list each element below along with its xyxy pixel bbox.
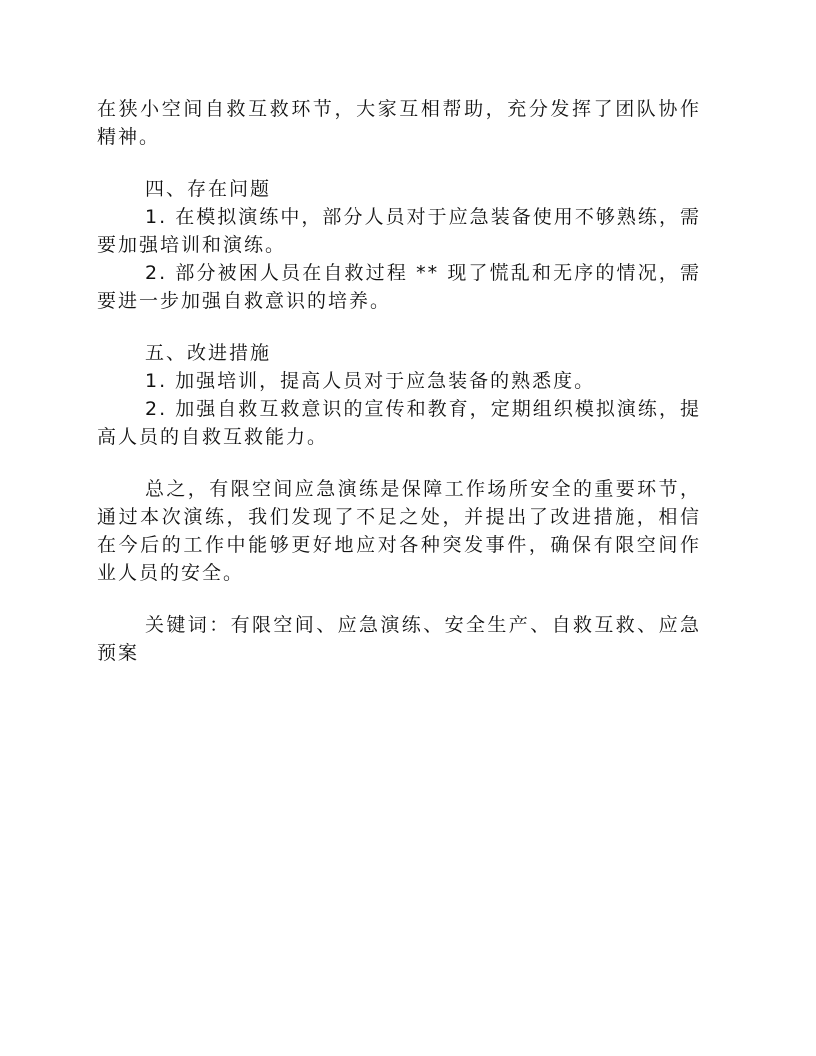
- continuation-paragraph: 在狭小空间自救互救环节，大家互相帮助，充分发挥了团队协作精神。: [97, 98, 701, 148]
- problem-item-1: 1. 在模拟演练中，部分人员对于应急装备使用不够熟练，需要加强培训和演练。: [97, 206, 701, 256]
- section-heading-improvements: 五、改进措施: [145, 342, 272, 364]
- document-body: [97, 95, 701, 667]
- blank-line: [97, 151, 701, 175]
- section-heading-problems: 四、存在问题: [145, 178, 272, 200]
- conclusion-paragraph: 总之，有限空间应急演练是保障工作场所安全的重要环节，通过本次演练，我们发现了不足之处，并提出了改进措施，相信在今后的工作中能够更好地应对各种突发事件，确保有限空间作业人员的安全。: [97, 478, 701, 584]
- blank-line: [97, 315, 701, 339]
- blank-line: [97, 451, 701, 475]
- keywords-line: 关键词：有限空间、应急演练、安全生产、自救互救、应急预案: [97, 614, 701, 664]
- improvement-item-1: 1. 加强培训，提高人员对于应急装备的熟悉度。: [145, 370, 596, 392]
- blank-line: [97, 587, 701, 611]
- problem-item-2: 2. 部分被困人员在自救过程 ** 现了慌乱和无序的情况，需要进一步加强自救意识的培养。: [97, 262, 701, 312]
- improvement-item-2: 2. 加强自救互救意识的宣传和教育，定期组织模拟演练，提高人员的自救互救能力。: [97, 398, 701, 448]
